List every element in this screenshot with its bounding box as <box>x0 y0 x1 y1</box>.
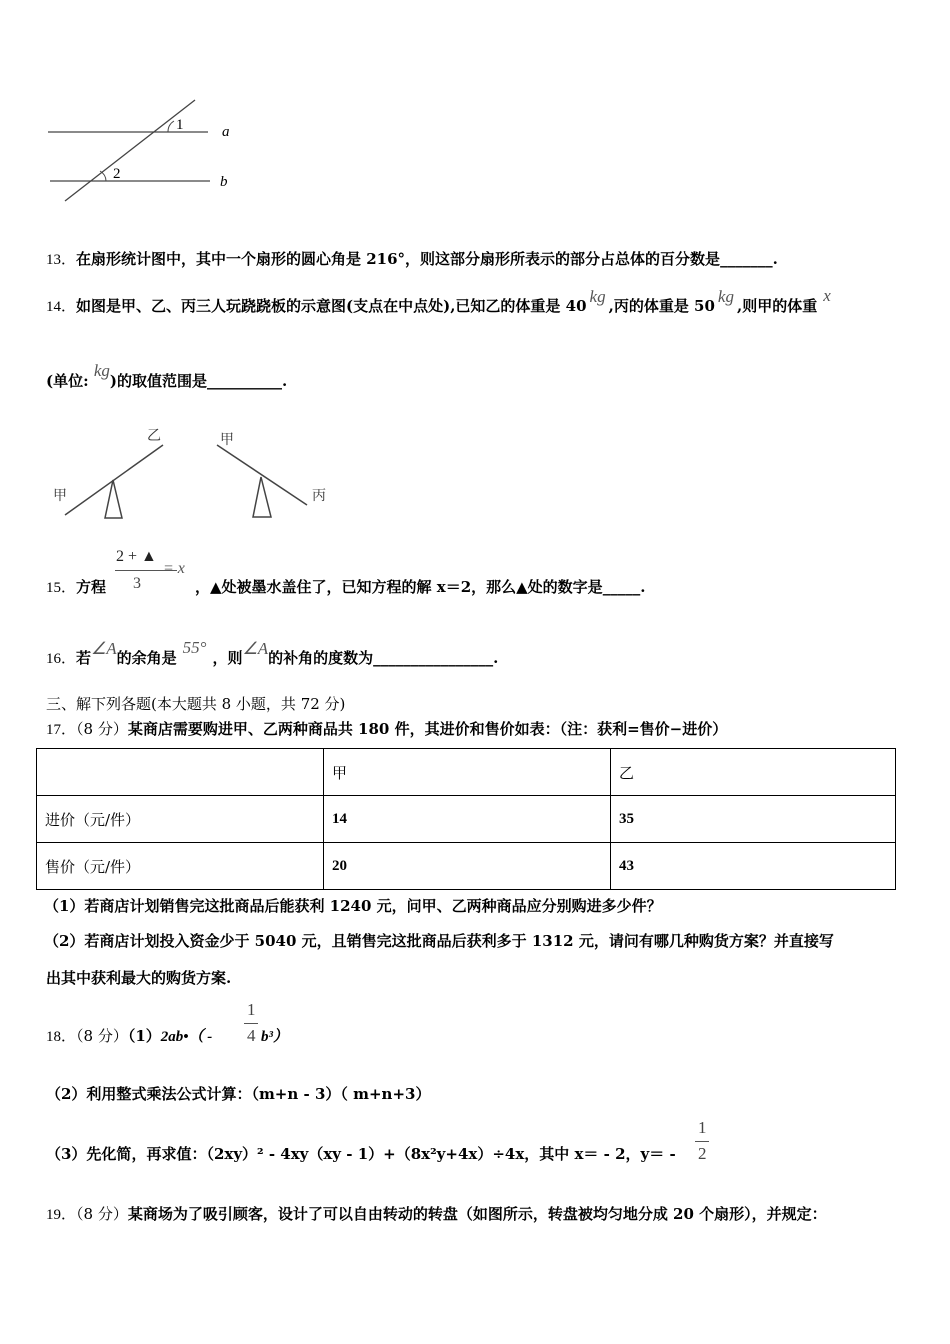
question-number: 14． <box>46 299 77 315</box>
unit-kg: kg <box>589 287 606 306</box>
label-jia-left: 甲 <box>53 488 67 504</box>
fraction-denominator: 2 <box>698 1144 707 1163</box>
fraction-denominator: 3 <box>133 575 141 592</box>
q17-part-1: （1）若商店计划销售完这批商品后能获利 1240 元，问甲、乙两种商品应分别购进多少件？ <box>44 897 662 915</box>
fulcrum-left <box>105 480 122 518</box>
seesaw-figure <box>45 420 345 525</box>
question-14 <box>46 286 831 316</box>
answer-blank: _______ <box>720 250 773 268</box>
question-text-2: ，▲处被墨水盖住了，已知方程的解 x＝2，那么▲处的数字是 <box>195 578 603 596</box>
q17-part-2-line-1: （2）若商店计划投入资金少于 5040 元，且销售完这批商品后获利多于 1312 元，请问有哪几种购货方案？并直接写 <box>44 932 834 950</box>
section-title: 三、解下列各题(本大题共 8 小题，共 72 分) <box>46 695 346 713</box>
table-cell: 14 <box>324 796 611 843</box>
question-number: 13． <box>46 252 77 268</box>
table-cell: 进价（元/件） <box>37 796 324 843</box>
question-score: （8 分） <box>76 1027 128 1045</box>
answer-blank: _____ <box>602 578 641 596</box>
part-1-expression: 2ab•（ - <box>160 1029 213 1045</box>
fraction-bar <box>695 1141 709 1142</box>
question-number: 15． <box>46 580 77 596</box>
parallel-lines-figure <box>40 95 250 210</box>
question-end: . <box>493 649 499 667</box>
answer-blank: ________________ <box>373 649 494 667</box>
unit-kg-2: kg <box>717 287 734 306</box>
table-header-cell: 甲 <box>324 749 611 796</box>
label-jia-right: 甲 <box>220 432 234 448</box>
question-text-4: (单位: <box>46 372 94 390</box>
seesaw-left-board <box>65 445 163 515</box>
fulcrum-right <box>253 477 271 517</box>
question-score: （8 分） <box>76 1205 128 1223</box>
angle-1-label: 1 <box>176 117 184 133</box>
question-number: 17． <box>46 722 77 738</box>
part-1-expression-end: b³） <box>261 1029 288 1045</box>
question-17 <box>46 718 727 739</box>
transversal-line <box>65 100 195 201</box>
table-header-cell: 乙 <box>611 749 896 796</box>
question-end: . <box>282 372 288 390</box>
question-16 <box>46 638 499 668</box>
fraction-bar <box>244 1023 258 1024</box>
table-cell: 35 <box>611 796 896 843</box>
q18-part-3: （3）先化简，再求值：（2xy）² - 4xy（xy - 1）+（8x²y+4x）÷4x，其中 x＝ - 2，y＝ - <box>46 1145 676 1163</box>
question-text: 在扇形统计图中，其中一个扇形的圆心角是 216°，则这部分扇形所表示的部分占总体的百分数是 <box>76 250 721 268</box>
q18-part-2: （2）利用整式乘法公式计算：（m+n - 3）（ m+n+3） <box>46 1085 431 1103</box>
q17-part-2-line-2: 出其中获利最大的购货方案. <box>46 969 232 987</box>
question-text: 如图是甲、乙、丙三人玩跷跷板的示意图(支点在中点处),已知乙的体重是 40 <box>76 297 587 315</box>
unit-kg-3: kg <box>93 361 110 380</box>
angle-degree: 55° <box>182 638 207 657</box>
fraction-numerator: 1 <box>698 1118 707 1137</box>
angle-2-label: 2 <box>113 166 121 182</box>
question-text: 某商场为了吸引顾客，设计了可以自由转动的转盘（如图所示，转盘被均匀地分成 20 个扇形），并规定： <box>127 1205 827 1223</box>
question-text-3: ，则 <box>212 649 243 667</box>
angle-1-arc <box>168 121 174 132</box>
fraction-numerator: 1 <box>247 1000 256 1019</box>
question-text: 若 <box>76 649 92 667</box>
line-a-label: a <box>222 124 230 140</box>
label-bing: 丙 <box>312 488 326 504</box>
question-number: 19． <box>46 1207 77 1223</box>
question-19 <box>46 1203 827 1224</box>
table-cell: 43 <box>611 843 896 890</box>
question-text: 某商店需要购进甲、乙两种商品共 180 件，其进价和售价如表：（注：获利=售价−进价） <box>127 720 728 738</box>
question-text-3: ,则甲的体重 <box>736 297 818 315</box>
table-header-cell <box>37 749 324 796</box>
question-15 <box>46 576 106 597</box>
table-header-row <box>37 749 896 796</box>
question-14-line-2 <box>46 361 288 391</box>
fraction-one-half <box>694 1118 714 1168</box>
part-label: （1） <box>127 1027 161 1045</box>
fraction-equation <box>113 548 193 598</box>
equals-x: = x <box>163 560 185 577</box>
angle-a-2: ∠A <box>242 639 269 658</box>
question-text-2: ,丙的体重是 50 <box>608 297 715 315</box>
question-number: 18． <box>46 1029 77 1045</box>
fraction-numerator: 2 + ▲ <box>116 548 157 565</box>
question-number: 16． <box>46 651 77 667</box>
variable-x: x <box>823 286 831 305</box>
question-13 <box>46 248 778 269</box>
table-cell: 售价（元/件） <box>37 843 324 890</box>
question-18 <box>46 1025 212 1046</box>
label-yi: 乙 <box>147 428 161 444</box>
table-cell: 20 <box>324 843 611 890</box>
fraction-one-quarter <box>243 1000 263 1050</box>
fraction-denominator: 4 <box>247 1026 256 1045</box>
question-end: . <box>772 250 778 268</box>
question-score: （8 分） <box>76 720 128 738</box>
question-15-rest <box>195 576 645 597</box>
question-text-2: 的余角是 <box>116 649 177 667</box>
table-row <box>37 796 896 843</box>
question-text: 方程 <box>76 578 107 596</box>
question-text-4: 的补角的度数为 <box>268 649 374 667</box>
answer-blank: __________ <box>207 372 283 390</box>
price-table <box>36 748 896 890</box>
table-row <box>37 843 896 890</box>
line-b-label: b <box>220 174 228 190</box>
question-end: . <box>640 578 646 596</box>
question-text-5: )的取值范围是 <box>109 372 208 390</box>
seesaw-right-board <box>217 445 307 505</box>
angle-a: ∠A <box>91 639 117 658</box>
